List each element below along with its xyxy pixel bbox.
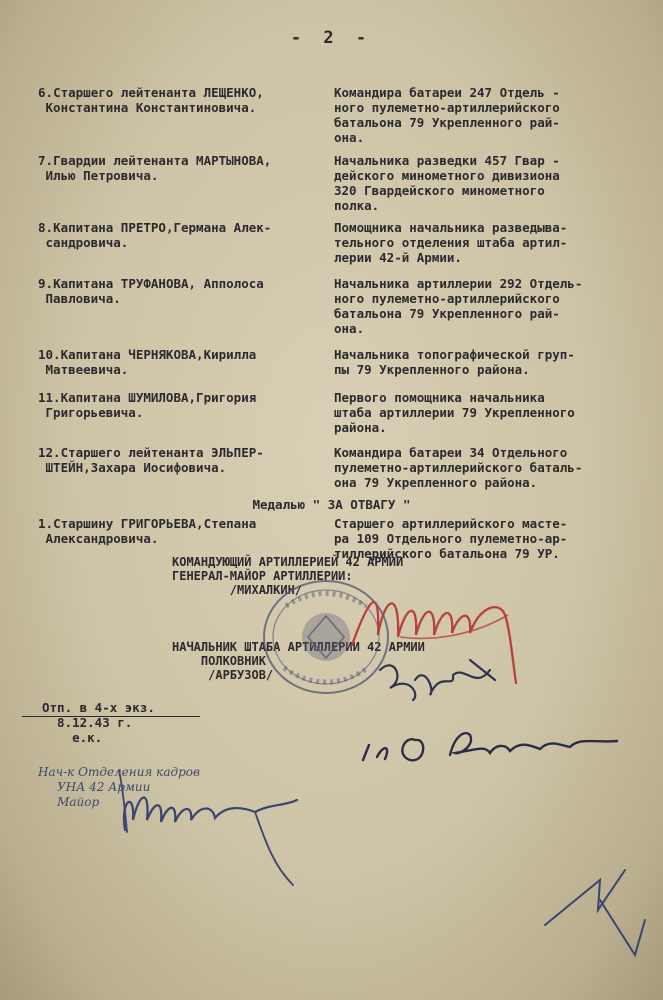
entry-person: 6.Старшего лейтенанта ЛЕЩЕНКО, Константина Константиновича. (38, 85, 264, 115)
entry-person: 9.Капитана ТРУФАНОВА, Апполоса Павловича. (38, 276, 264, 306)
commander-signature-block: КОМАНДУЮЩИЙ АРТИЛЛЕРИЕЙ 42 АРМИИ ГЕНЕРАЛ-МАЙОР АРТИЛЛЕРИИ: /МИХАЛКИН/ (172, 555, 404, 597)
medal-heading: Медалью " ЗА ОТВАГУ " (252, 497, 411, 512)
entry-position: Помощника начальника разведыва- тельного отделения штаба артил- лерии 42-й Армии. (334, 220, 568, 265)
page-number: - 2 - (290, 28, 373, 48)
entry-position: Начальника артиллерии 292 Отдель- ного пулеметно-артиллерийского батальона 79 Укрепленного рай- она. (334, 276, 583, 336)
copies-note: Отп. в 4-х экз. 8.12.43 г. е.к. (42, 700, 155, 745)
entry-position: Командира батареи 247 Отдель - ного пулеметно-артиллерийского батальона 79 Укрепленного рай- она. (334, 85, 560, 145)
entry-position: Начальника топографической груп- пы 79 Укрепленного района. (334, 347, 575, 377)
entry-person: 10.Капитана ЧЕРНЯКОВА,Кирилла Матвеевича. (38, 347, 257, 377)
note-underline (22, 716, 200, 717)
entry-position: Командира батареи 34 Отдельного пулеметно-артиллерийского баталь- она 79 Укрепленного района. (334, 445, 583, 490)
approval-signature-icon (355, 715, 625, 775)
entry-position: Первого помощника начальника штаба артиллерии 79 Укрепленного района. (334, 390, 575, 435)
entry-person: 12.Старшего лейтенанта ЭЛЬПЕР- ШТЕЙН,Захара Иосифовича. (38, 445, 264, 475)
entry-person: 8.Капитана ПРЕТРО,Германа Алек- сандровича. (38, 220, 272, 250)
entry-position: Старшего артиллерийского масте- ра 109 Отдельного пулеметно-ар- тиллерийского батальона 79 УР. (334, 516, 568, 561)
entry-person: 1.Старшину ГРИГОРЬЕВА,Степана Александровича. (38, 516, 257, 546)
entry-position: Начальника разведки 457 Гвар - дейского минометного дивизиона 320 Гвардейского минометного полка. (334, 153, 560, 213)
entry-person: 7.Гвардии лейтенанта МАРТЫНОВА, Илью Петровича. (38, 153, 272, 183)
personnel-stamp: Нач-к Отделения кадров УНА 42 Армии Майор (38, 765, 200, 809)
entry-person: 11.Капитана ШУМИЛОВА,Григория Григорьевича. (38, 390, 257, 420)
chief-of-staff-signature-block: НАЧАЛЬНИК ШТАБА АРТИЛЛЕРИИ 42 АРМИИ ПОЛКОВНИК /АРБУЗОВ/ (172, 640, 425, 682)
corner-mark-icon (540, 860, 650, 970)
